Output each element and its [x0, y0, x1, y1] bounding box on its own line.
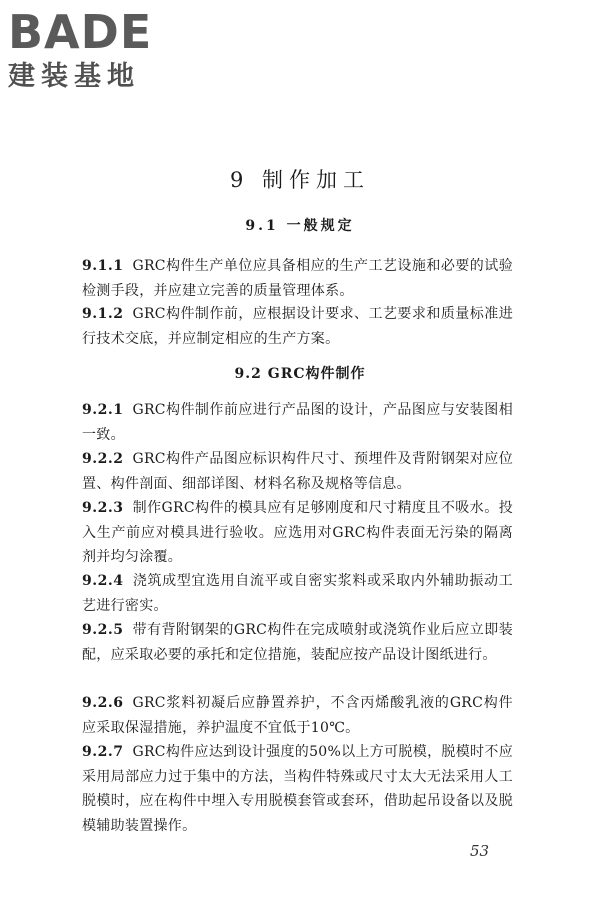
clause-9-2-7	[82, 740, 513, 838]
clause-number: 9.2.7	[82, 744, 124, 760]
brand-logo	[8, 6, 178, 94]
clause-9-2-6	[82, 691, 513, 740]
clause-number: 9.1.2	[82, 306, 124, 322]
clause-9-2-4	[82, 569, 513, 618]
clause-text: 带有背附钢架的GRC构件在完成喷射或浇筑作业后应立即装配，应采取必要的承托和定位措施，装配应按产品设计图纸进行。	[82, 622, 513, 663]
section-title-9-1: 9.1 一般规定	[245, 218, 355, 234]
section-title-9-2: 9.2 GRC构件制作	[234, 366, 366, 382]
clause-number: 9.2.2	[82, 451, 124, 467]
clause-text: GRC构件制作前应进行产品图的设计，产品图应与安装图相一致。	[82, 402, 513, 443]
clause-text: GRC浆料初凝后应静置养护，不含丙烯酸乳液的GRC构件应采取保湿措施，养护温度不宜低于10℃。	[82, 695, 513, 736]
clause-number: 9.2.5	[82, 622, 124, 638]
clause-text: 浇筑成型宜选用自流平或自密实浆料或采取内外辅助振动工艺进行密实。	[82, 573, 513, 614]
clause-text: GRC构件制作前，应根据设计要求、工艺要求和质量标准进行技术交底，并应制定相应的生产方案。	[82, 306, 513, 347]
clause-number: 9.2.4	[82, 573, 124, 589]
chapter-title: 9 制作加工	[229, 168, 371, 192]
clause-9-2-5	[82, 618, 513, 667]
clause-number: 9.1.1	[82, 258, 124, 274]
clause-number: 9.2.3	[82, 500, 124, 516]
clause-9-2-2	[82, 447, 513, 496]
clause-text: GRC构件生产单位应具备相应的生产工艺设施和必要的试验检测手段，并应建立完善的质量管理体系。	[82, 258, 513, 299]
clause-9-1-2	[82, 302, 513, 351]
clause-9-2-1	[82, 398, 513, 447]
clause-9-2-3	[82, 496, 513, 570]
clause-text: 制作GRC构件的模具应有足够刚度和尺寸精度且不吸水。投入生产前应对模具进行验收。应选用对GRC构件表面无污染的隔离剂并均匀涂覆。	[82, 500, 513, 565]
clause-9-1-1	[82, 254, 513, 303]
logo-subtitle: 建装基地	[8, 61, 140, 92]
logo-brand-text: BADE	[8, 5, 153, 59]
clause-text: GRC构件应达到设计强度的50%以上方可脱模，脱模时不应采用局部应力过于集中的方法，当构件特殊或尺寸太大无法采用人工脱模时，应在构件中埋入专用脱模套管或套环，借助起吊设备以及脱模辅助装置操作。	[82, 744, 513, 834]
clause-text: GRC构件产品图应标识构件尺寸、预埋件及背附钢架对应位置、构件剖面、细部详图、材料名称及规格等信息。	[82, 451, 513, 492]
clause-number: 9.2.1	[82, 402, 124, 418]
page-number: 53	[470, 842, 490, 860]
clause-number: 9.2.6	[82, 695, 124, 711]
